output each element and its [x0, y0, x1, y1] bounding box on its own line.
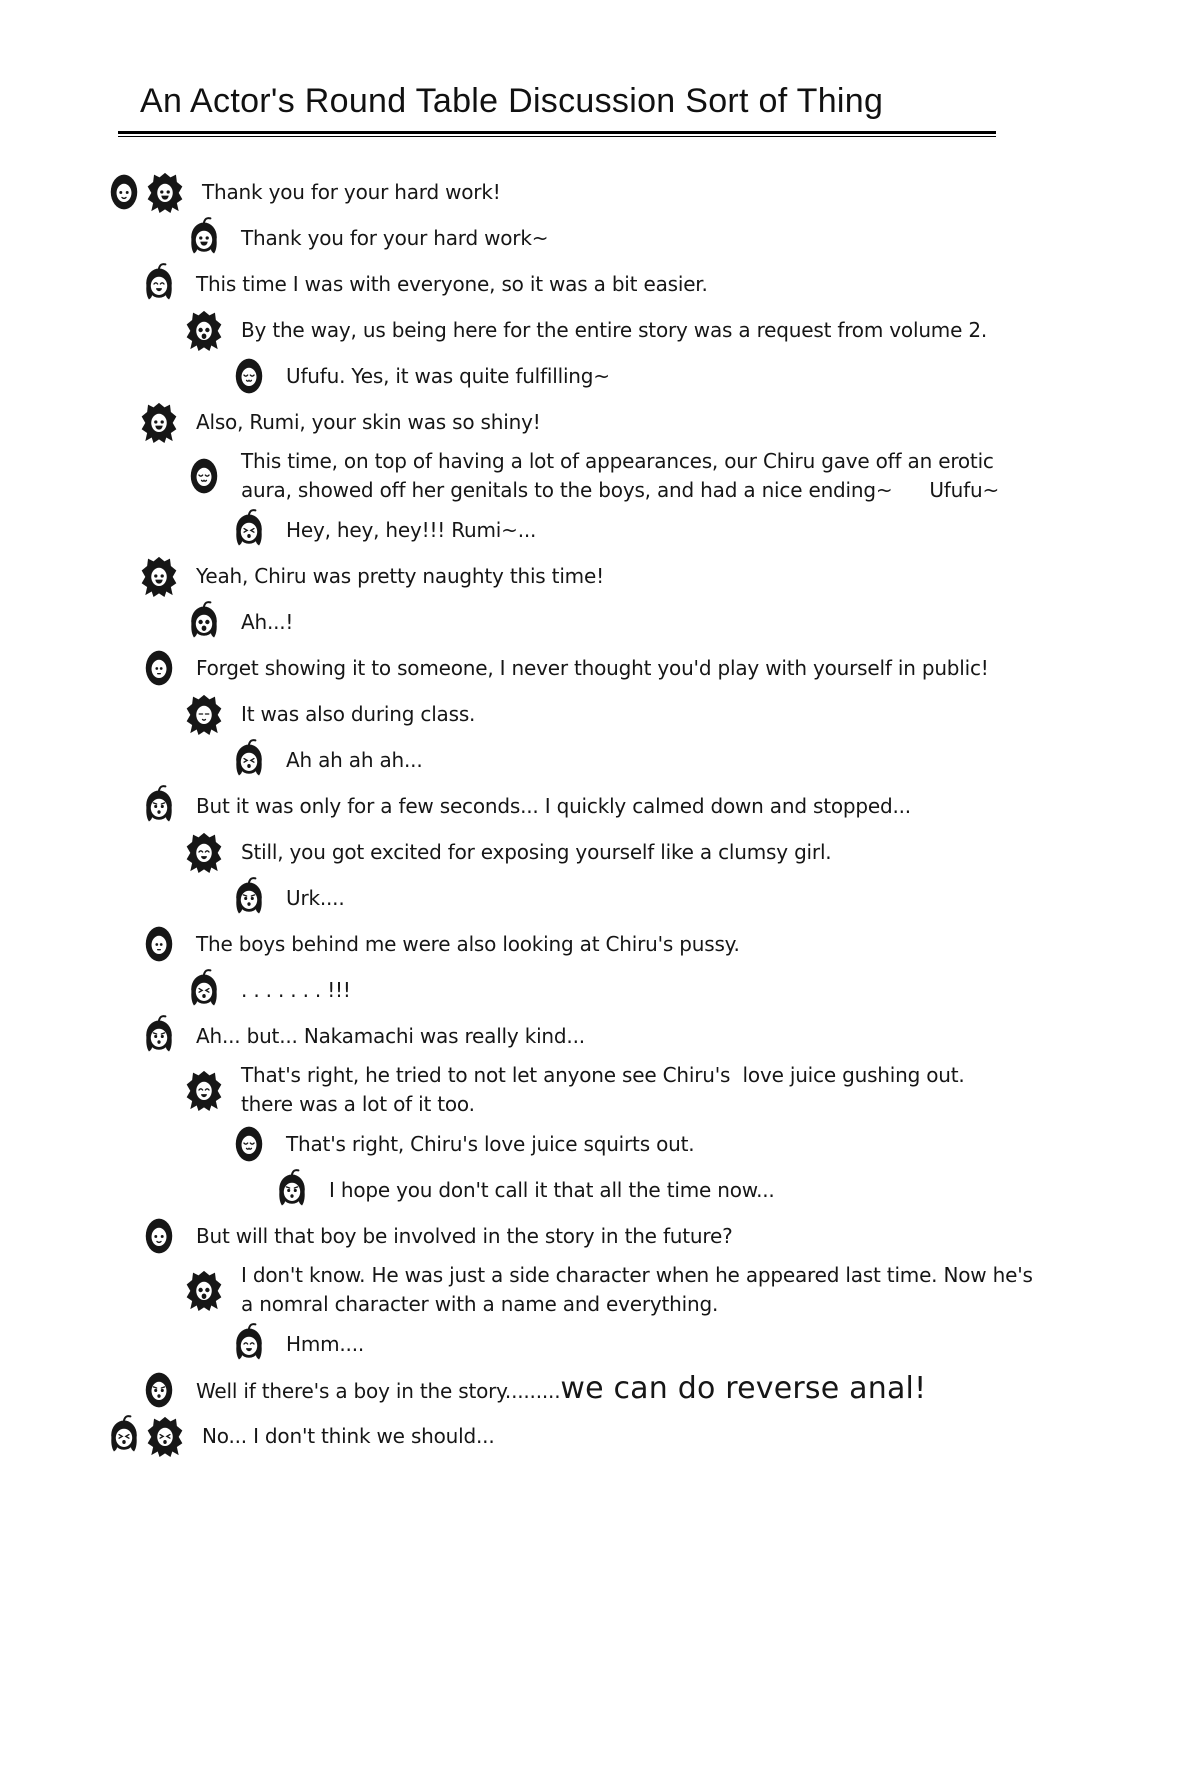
- row-icons: [140, 1015, 181, 1057]
- messy-squint-face-icon: [146, 1415, 184, 1457]
- dialogue-line: That's right, he tried to not let anyone see Chiru's love juice gushing out.: [241, 1063, 965, 1087]
- dialogue-row: [273, 1169, 1180, 1211]
- bob-squint-face-icon: [230, 739, 268, 781]
- discussion-list: [140, 171, 1180, 1457]
- hime-sly-face-icon: [230, 1123, 268, 1165]
- row-icons: [185, 969, 226, 1011]
- bob-laugh-face-icon: [185, 217, 223, 259]
- dialogue-line: Forget showing it to someone, I never thought you'd play with yourself in public!: [196, 655, 989, 680]
- dialogue-line: This time, on top of having a lot of appearances, our Chiru gave off an erotic: [241, 449, 994, 473]
- bob-worried-face-icon: [273, 1169, 311, 1211]
- dialogue-row: [185, 1061, 1180, 1119]
- dialogue-row: [105, 171, 1180, 213]
- hime-sly-face-icon: [230, 355, 268, 397]
- dialogue-text: [202, 178, 501, 207]
- dialogue-line: Thank you for your hard work!: [202, 179, 501, 204]
- dialogue-line: Also, Rumi, your skin was so shiny!: [196, 409, 541, 434]
- messy-laugh-face-icon: [140, 401, 178, 443]
- dialogue-line: Hmm....: [286, 1331, 365, 1356]
- dialogue-text: [286, 884, 344, 913]
- dialogue-line: Ufufu. Yes, it was quite fulfilling~: [286, 363, 610, 388]
- dialogue-row: [185, 1261, 1180, 1319]
- dialogue-row: [230, 509, 1180, 551]
- messy-smile-face-icon: [185, 831, 223, 873]
- dialogue-row: [140, 1369, 1180, 1411]
- dialogue-text: [286, 1130, 694, 1159]
- dialogue-text: [196, 270, 708, 299]
- dialogue-row: [230, 739, 1180, 781]
- dialogue-row: [185, 309, 1180, 351]
- hime-glance-face-icon: [140, 647, 178, 689]
- row-icons: [140, 1215, 181, 1257]
- dialogue-text: [241, 1061, 965, 1119]
- hime-calm-face-icon: [140, 1215, 178, 1257]
- dialogue-line: a nomral character with a name and everything.: [241, 1292, 719, 1316]
- bob-worried-face-icon: [230, 877, 268, 919]
- dialogue-row: [140, 647, 1180, 689]
- dialogue-row: [140, 923, 1180, 965]
- dialogue-row: [230, 877, 1180, 919]
- dialogue-row: [185, 831, 1180, 873]
- dialogue-line: Hey, hey, hey!!! Rumi~...: [286, 517, 537, 542]
- messy-droop-face-icon: [185, 693, 223, 735]
- dialogue-row: [140, 263, 1180, 305]
- hime-worried-face-icon: [140, 1369, 178, 1411]
- dialogue-text: [196, 408, 541, 437]
- dialogue-line: . . . . . . . !!!: [241, 977, 351, 1002]
- hime-glance-face-icon: [140, 923, 178, 965]
- dialogue-text: [241, 316, 987, 345]
- dialogue-row: [185, 601, 1180, 643]
- dialogue-text: [241, 976, 351, 1005]
- dialogue-line: By the way, us being here for the entire story was a request from volume 2.: [241, 317, 988, 342]
- dialogue-text: [202, 1422, 494, 1451]
- row-icons: [140, 263, 181, 305]
- bob-squint-face-icon: [105, 1415, 143, 1457]
- dialogue-line: No... I don't think we should...: [202, 1423, 495, 1448]
- dialogue-text: [241, 224, 548, 253]
- hime-calm-face-icon: [105, 171, 143, 213]
- dialogue-text: [286, 746, 423, 775]
- dialogue-line: I hope you don't call it that all the time now...: [329, 1177, 775, 1202]
- dialogue-text: [241, 608, 293, 637]
- dialogue-text: [196, 1022, 585, 1051]
- row-icons: [185, 1069, 226, 1111]
- row-icons: [140, 1369, 181, 1411]
- document-page: [0, 82, 1200, 1457]
- row-icons: [230, 877, 271, 919]
- dialogue-text: [196, 1222, 732, 1251]
- dialogue-line: I don't know. He was just a side character when he appeared last time. Now he's: [241, 1263, 1033, 1287]
- dialogue-line: That's right, Chiru's love juice squirts out.: [286, 1131, 695, 1156]
- dialogue-line: Well if there's a boy in the story.........: [196, 1379, 561, 1403]
- row-icons: [185, 217, 226, 259]
- hime-sly-face-icon: [185, 455, 223, 497]
- dialogue-text: [329, 1176, 775, 1205]
- dialogue-text: [241, 700, 475, 729]
- row-icons: [105, 171, 187, 213]
- page-title: An Actor's Round Table Discussion Sort of Thing: [140, 82, 884, 120]
- row-icons: [273, 1169, 314, 1211]
- messy-shock-face-icon: [185, 1269, 223, 1311]
- dialogue-text: [196, 1371, 927, 1406]
- dialogue-line: But will that boy be involved in the story in the future?: [196, 1223, 733, 1248]
- dialogue-text: [241, 447, 999, 505]
- bob-worried-face-icon: [140, 785, 178, 827]
- dialogue-text: [241, 838, 831, 867]
- messy-shock-face-icon: [185, 309, 223, 351]
- dialogue-text: [241, 1261, 1033, 1319]
- row-icons: [185, 309, 226, 351]
- title-section: [118, 82, 996, 137]
- dialogue-text: [286, 362, 610, 391]
- dialogue-line: Ah...!: [241, 609, 294, 634]
- row-icons: [185, 601, 226, 643]
- row-icons: [105, 1415, 187, 1457]
- dialogue-row: [140, 785, 1180, 827]
- bob-squint-face-icon: [230, 509, 268, 551]
- dialogue-row: [185, 969, 1180, 1011]
- row-icons: [140, 647, 181, 689]
- dialogue-line: Ah... but... Nakamachi was really kind...: [196, 1023, 585, 1048]
- dialogue-row: [140, 401, 1180, 443]
- messy-smile-face-icon: [185, 1069, 223, 1111]
- row-icons: [140, 923, 181, 965]
- emphasized-text: we can do reverse anal!: [560, 1371, 927, 1406]
- row-icons: [230, 1323, 271, 1365]
- row-icons: [185, 455, 226, 497]
- dialogue-row: [230, 1123, 1180, 1165]
- dialogue-line: The boys behind me were also looking at Chiru's pussy.: [196, 931, 740, 956]
- dialogue-line: Thank you for your hard work~: [241, 225, 549, 250]
- dialogue-row: [185, 217, 1180, 259]
- dialogue-line: aura, showed off her genitals to the boys, and had a nice ending~ Ufufu~: [241, 478, 999, 502]
- dialogue-row: [140, 1015, 1180, 1057]
- dialogue-line: Urk....: [286, 885, 345, 910]
- dialogue-text: [286, 516, 536, 545]
- dialogue-text: [196, 930, 740, 959]
- dialogue-line: It was also during class.: [241, 701, 476, 726]
- title-underline: [118, 131, 996, 137]
- row-icons: [230, 355, 271, 397]
- dialogue-text: [286, 1330, 364, 1359]
- dialogue-row: [185, 693, 1180, 735]
- row-icons: [185, 1269, 226, 1311]
- bob-worried-face-icon: [140, 1015, 178, 1057]
- dialogue-line: This time I was with everyone, so it was a bit easier.: [196, 271, 708, 296]
- dialogue-line: Still, you got excited for exposing yourself like a clumsy girl.: [241, 839, 832, 864]
- messy-laugh-face-icon: [140, 555, 178, 597]
- dialogue-text: [196, 562, 604, 591]
- row-icons: [140, 401, 181, 443]
- bob-smile-face-icon: [230, 1323, 268, 1365]
- messy-laugh-face-icon: [146, 171, 184, 213]
- dialogue-text: [196, 792, 911, 821]
- dialogue-line: Ah ah ah ah...: [286, 747, 423, 772]
- dialogue-line: Yeah, Chiru was pretty naughty this time!: [196, 563, 604, 588]
- dialogue-row: [140, 555, 1180, 597]
- dialogue-text: [196, 654, 989, 683]
- dialogue-line: there was a lot of it too.: [241, 1092, 475, 1116]
- dialogue-row: [230, 1323, 1180, 1365]
- dialogue-line: But it was only for a few seconds... I quickly calmed down and stopped...: [196, 793, 911, 818]
- row-icons: [140, 555, 181, 597]
- row-icons: [230, 739, 271, 781]
- row-icons: [230, 509, 271, 551]
- row-icons: [185, 831, 226, 873]
- bob-shock-face-icon: [185, 601, 223, 643]
- row-icons: [185, 693, 226, 735]
- row-icons: [230, 1123, 271, 1165]
- dialogue-row: [230, 355, 1180, 397]
- bob-squint-face-icon: [185, 969, 223, 1011]
- dialogue-row: [105, 1415, 1180, 1457]
- row-icons: [140, 785, 181, 827]
- dialogue-row: [140, 1215, 1180, 1257]
- bob-smile-face-icon: [140, 263, 178, 305]
- dialogue-row: [185, 447, 1180, 505]
